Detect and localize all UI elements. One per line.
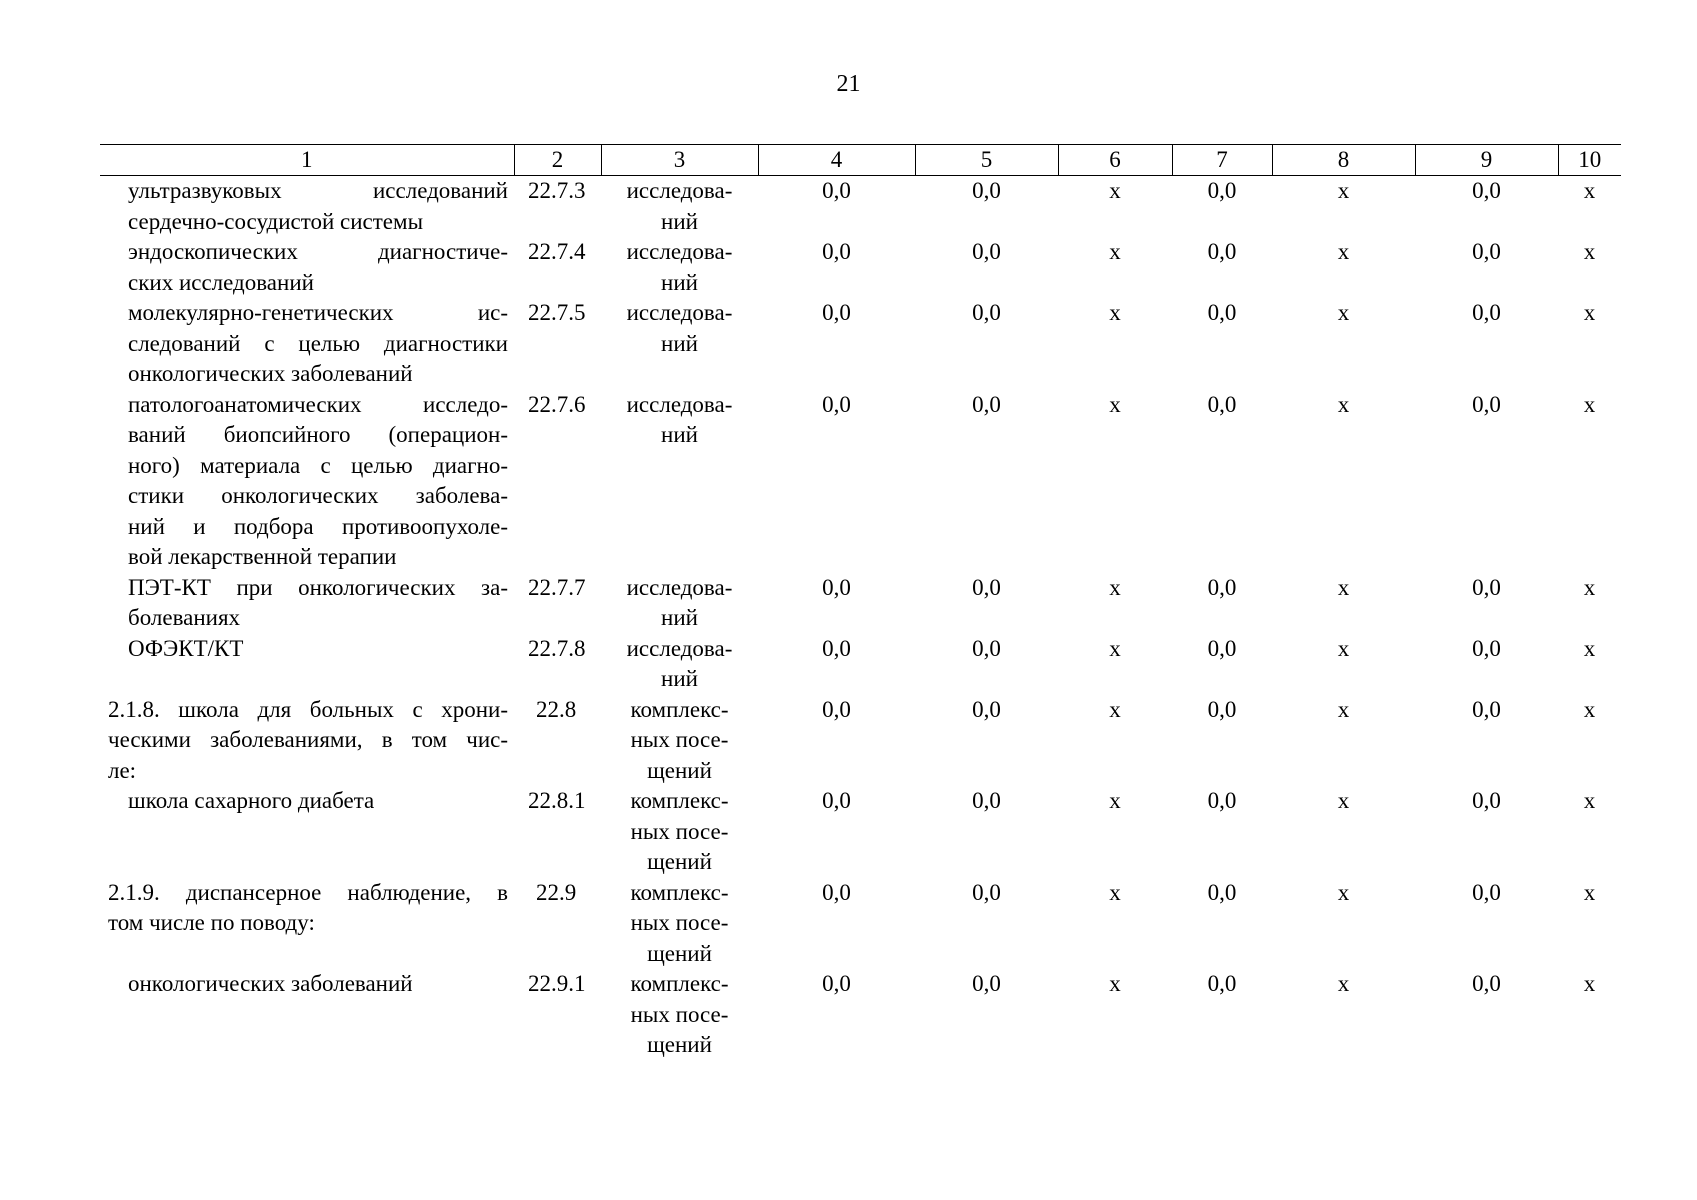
row-value-cell-5: 0,0 xyxy=(972,300,1001,325)
row-name-cell xyxy=(100,176,514,238)
row-value-cell-9: 0,0 xyxy=(1472,178,1501,203)
row-name-cell xyxy=(100,786,514,878)
row-value-cell-8: х xyxy=(1337,239,1350,264)
page-number: 21 xyxy=(836,71,861,97)
row-name-line: ного) материала с целью диагно- xyxy=(128,452,508,478)
row-value-cell-7: 0,0 xyxy=(1207,696,1237,722)
row-name-line: ле: xyxy=(108,757,137,783)
row-unit-line: исследова- xyxy=(626,574,733,600)
row-name-cell xyxy=(100,390,514,573)
row-name-line: ОФЭКТ/КТ xyxy=(128,635,244,661)
row-value-cell-7: 0,0 xyxy=(1207,635,1237,661)
table-row xyxy=(100,390,1621,573)
row-unit-cell xyxy=(601,786,758,878)
row-value-cell-4: 0,0 xyxy=(822,971,851,996)
row-value-cell-6: х xyxy=(1109,696,1121,722)
column-header: 7 xyxy=(1172,145,1272,176)
row-name-line: 2.1.9. диспансерное наблюдение, в xyxy=(108,879,508,905)
row-value-cell-7: 0,0 xyxy=(1207,391,1237,417)
table-row xyxy=(100,176,1621,238)
row-name-line: ваний биопсийного (операцион- xyxy=(128,422,508,447)
row-code-cell: 22.7.6 xyxy=(528,391,586,417)
row-code-cell: 22.7.5 xyxy=(528,300,586,325)
table-row xyxy=(100,969,1621,1061)
row-unit-cell xyxy=(601,969,758,1061)
row-value-cell-6: х xyxy=(1109,879,1121,905)
row-value-cell-8: х xyxy=(1337,574,1350,600)
row-unit-line: ний xyxy=(661,666,698,691)
row-unit-cell xyxy=(601,573,758,634)
row-unit-line: ных посе- xyxy=(630,910,729,935)
row-value-cell-6: х xyxy=(1109,635,1121,661)
row-value-cell-4: 0,0 xyxy=(822,696,851,722)
column-header: 9 xyxy=(1415,145,1558,176)
row-name-line: ультразвуковых исследований xyxy=(128,178,508,203)
row-value-cell-10: х xyxy=(1583,879,1596,905)
row-unit-line: щений xyxy=(647,940,712,966)
table-body xyxy=(100,176,1621,1061)
row-value-cell-4: 0,0 xyxy=(822,574,851,600)
row-value-cell-8: х xyxy=(1337,635,1350,661)
row-unit-line: щений xyxy=(647,757,712,783)
row-name-line: молекулярно-генетических ис- xyxy=(128,300,508,325)
row-value-cell-6: х xyxy=(1109,971,1121,996)
row-unit-cell xyxy=(601,237,758,298)
row-name-cell xyxy=(100,573,514,634)
row-name-line: ПЭТ-КТ при онкологических за- xyxy=(128,574,508,600)
row-value-cell-10: х xyxy=(1583,391,1596,417)
row-value-cell-7: 0,0 xyxy=(1207,971,1237,996)
row-value-cell-5: 0,0 xyxy=(972,788,1001,813)
row-value-cell-8: х xyxy=(1337,696,1350,722)
row-unit-line: ний xyxy=(661,422,698,447)
row-value-cell-8: х xyxy=(1337,391,1350,417)
row-name-line: ческими заболеваниями, в том чис- xyxy=(108,727,508,752)
row-name-line: сердечно-сосудистой системы xyxy=(128,208,424,234)
row-value-cell-7: 0,0 xyxy=(1207,574,1237,600)
row-unit-cell xyxy=(601,176,758,238)
row-name-line: ских исследований xyxy=(128,269,314,295)
row-name-line: следований с целью диагностики xyxy=(128,330,508,356)
row-value-cell-8: х xyxy=(1337,788,1350,813)
row-value-cell-7: 0,0 xyxy=(1207,788,1237,813)
table-header-row xyxy=(100,145,1621,176)
row-value-cell-9: 0,0 xyxy=(1472,635,1501,661)
row-unit-line: комплекс- xyxy=(630,696,729,722)
table-row xyxy=(100,573,1621,634)
row-name-cell xyxy=(100,298,514,390)
row-value-cell-4: 0,0 xyxy=(822,635,851,661)
row-value-cell-5: 0,0 xyxy=(972,879,1001,905)
row-value-cell-6: х xyxy=(1109,300,1121,325)
row-name-line: ний и подбора противоопухоле- xyxy=(128,513,508,539)
row-value-cell-8: х xyxy=(1337,879,1350,905)
row-value-cell-10: х xyxy=(1583,971,1596,996)
row-value-cell-4: 0,0 xyxy=(822,391,851,417)
row-name-line: том числе по поводу: xyxy=(108,910,315,935)
row-name-line: онкологических заболеваний xyxy=(128,971,413,996)
row-unit-line: щений xyxy=(647,849,712,874)
column-header: 10 xyxy=(1558,145,1621,176)
row-value-cell-8: х xyxy=(1337,971,1350,996)
row-unit-line: ний xyxy=(661,269,698,295)
column-header: 8 xyxy=(1272,145,1415,176)
column-header: 1 xyxy=(100,145,514,176)
row-value-cell-7: 0,0 xyxy=(1207,178,1237,203)
row-value-cell-9: 0,0 xyxy=(1472,696,1501,722)
row-value-cell-4: 0,0 xyxy=(822,178,851,203)
row-name-line: 2.1.8. школа для больных с хрони- xyxy=(108,696,508,722)
row-unit-cell xyxy=(601,298,758,390)
row-value-cell-4: 0,0 xyxy=(822,300,851,325)
row-value-cell-10: х xyxy=(1583,300,1596,325)
row-unit-cell xyxy=(601,634,758,695)
row-unit-line: ных посе- xyxy=(630,818,729,844)
row-name-line: школа сахарного диабета xyxy=(128,788,375,813)
row-unit-line: щений xyxy=(647,1032,712,1057)
row-value-cell-10: х xyxy=(1583,696,1596,722)
row-unit-line: исследова- xyxy=(626,300,733,325)
row-value-cell-9: 0,0 xyxy=(1472,391,1501,417)
row-value-cell-5: 0,0 xyxy=(972,574,1001,600)
row-unit-line: ных посе- xyxy=(630,1001,729,1027)
row-value-cell-9: 0,0 xyxy=(1472,239,1501,264)
row-code-cell: 22.7.3 xyxy=(528,178,586,203)
row-code-cell: 22.7.7 xyxy=(528,574,586,600)
row-value-cell-7: 0,0 xyxy=(1207,239,1237,264)
row-name-cell xyxy=(100,237,514,298)
row-value-cell-5: 0,0 xyxy=(972,178,1001,203)
row-code-cell: 22.9.1 xyxy=(528,971,586,996)
row-code-cell: 22.8 xyxy=(536,696,577,722)
row-name-line: болеваниях xyxy=(128,605,241,630)
row-value-cell-6: х xyxy=(1109,178,1121,203)
row-name-cell xyxy=(100,634,514,695)
row-value-cell-9: 0,0 xyxy=(1472,971,1501,996)
row-unit-cell xyxy=(601,878,758,970)
row-unit-line: исследова- xyxy=(626,391,733,417)
row-value-cell-10: х xyxy=(1583,788,1596,813)
row-value-cell-10: х xyxy=(1583,635,1596,661)
row-value-cell-9: 0,0 xyxy=(1472,788,1501,813)
row-unit-line: исследова- xyxy=(626,239,733,264)
row-unit-line: исследова- xyxy=(626,178,733,203)
row-value-cell-6: х xyxy=(1109,391,1121,417)
column-header: 4 xyxy=(758,145,915,176)
row-value-cell-5: 0,0 xyxy=(972,635,1001,661)
row-name-line: онкологических заболеваний xyxy=(128,361,413,386)
row-value-cell-10: х xyxy=(1583,178,1596,203)
row-value-cell-5: 0,0 xyxy=(972,239,1001,264)
row-name-cell xyxy=(100,695,514,787)
row-value-cell-5: 0,0 xyxy=(972,696,1001,722)
row-value-cell-5: 0,0 xyxy=(972,391,1001,417)
row-value-cell-6: х xyxy=(1109,239,1121,264)
row-value-cell-9: 0,0 xyxy=(1472,574,1501,600)
row-value-cell-8: х xyxy=(1337,300,1350,325)
row-name-cell xyxy=(100,878,514,970)
row-unit-cell xyxy=(601,695,758,787)
row-value-cell-9: 0,0 xyxy=(1472,879,1501,905)
row-code-cell: 22.9 xyxy=(536,879,577,905)
row-name-line: стики онкологических заболева- xyxy=(128,483,508,508)
row-value-cell-6: х xyxy=(1109,788,1121,813)
row-name-cell xyxy=(100,969,514,1061)
row-code-cell: 22.7.4 xyxy=(528,239,586,264)
table-row xyxy=(100,237,1621,298)
row-value-cell-7: 0,0 xyxy=(1207,300,1237,325)
row-value-cell-10: х xyxy=(1583,239,1596,264)
row-name-line: патологоанатомических исследо- xyxy=(128,391,508,417)
table-row xyxy=(100,634,1621,695)
column-header: 6 xyxy=(1058,145,1172,176)
row-value-cell-7: 0,0 xyxy=(1207,879,1237,905)
row-value-cell-4: 0,0 xyxy=(822,879,851,905)
column-header: 3 xyxy=(601,145,758,176)
row-value-cell-5: 0,0 xyxy=(972,971,1001,996)
row-value-cell-9: 0,0 xyxy=(1472,300,1501,325)
row-value-cell-4: 0,0 xyxy=(822,788,851,813)
row-unit-line: ний xyxy=(661,208,698,234)
row-value-cell-6: х xyxy=(1109,574,1121,600)
row-unit-line: ний xyxy=(661,605,698,630)
table-row xyxy=(100,298,1621,390)
row-unit-line: ных посе- xyxy=(630,727,729,752)
row-unit-line: ний xyxy=(661,330,698,356)
row-value-cell-10: х xyxy=(1583,574,1596,600)
row-name-line: вой лекарственной терапии xyxy=(128,544,397,569)
row-unit-line: комплекс- xyxy=(630,879,729,905)
row-unit-line: исследова- xyxy=(626,635,733,661)
row-value-cell-8: х xyxy=(1337,178,1350,203)
data-table xyxy=(100,144,1621,1061)
row-code-cell: 22.7.8 xyxy=(528,635,586,661)
table-row xyxy=(100,878,1621,970)
row-value-cell-4: 0,0 xyxy=(822,239,851,264)
row-unit-line: комплекс- xyxy=(630,971,729,996)
row-code-cell: 22.8.1 xyxy=(528,788,586,813)
column-header: 2 xyxy=(514,145,601,176)
table-row xyxy=(100,786,1621,878)
row-unit-line: комплекс- xyxy=(630,788,729,813)
column-header: 5 xyxy=(915,145,1058,176)
table-row xyxy=(100,695,1621,787)
row-unit-cell xyxy=(601,390,758,573)
row-name-line: эндоскопических диагностиче- xyxy=(128,239,508,264)
